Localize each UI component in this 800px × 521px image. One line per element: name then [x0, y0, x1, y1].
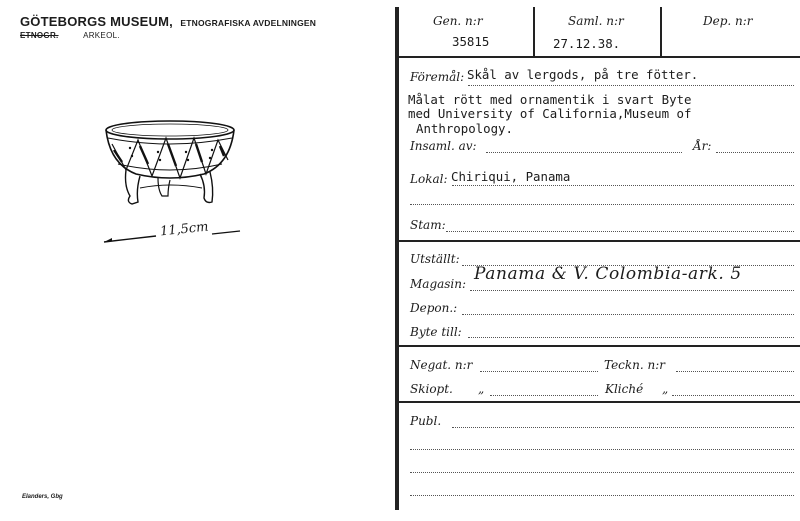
description-line-3: Anthropology. — [416, 121, 513, 136]
ar-label: År: — [693, 139, 712, 153]
column-divider-2 — [660, 7, 662, 57]
insaml-dotline — [486, 152, 682, 153]
teckn-label: Teckn. n:r — [604, 358, 666, 372]
section-rule-1 — [397, 240, 800, 242]
depon-dotline — [462, 314, 794, 315]
byte-till-dotline — [468, 337, 794, 338]
publ-dotline-4 — [410, 495, 794, 496]
negat-dotline — [480, 371, 598, 372]
negat-label: Negat. n:r — [410, 358, 473, 372]
description-line-1: Målat rött med ornamentik i svart Byte — [408, 92, 692, 107]
utstallt-label: Utställt: — [410, 252, 460, 266]
saml-label: Saml. n:r — [568, 14, 624, 28]
skiopt-dotline — [490, 395, 598, 396]
skiopt-label: Skiopt. — [410, 382, 453, 396]
magasin-label: Magasin: — [410, 277, 467, 291]
saml-value: 27.12.38. — [553, 36, 621, 51]
column-divider-1 — [533, 7, 535, 57]
magasin-dotline — [470, 290, 794, 291]
struck-subdepartment: ETNOGR. — [20, 31, 59, 40]
foremal-dotline — [468, 85, 794, 86]
scale-label: 11,5cm — [159, 219, 210, 240]
stam-label: Stam: — [410, 218, 446, 232]
publ-dotline-2 — [410, 449, 794, 450]
museum-header — [20, 13, 316, 31]
kliche-ditto: „ — [662, 382, 669, 396]
foremal-label: Föremål: — [410, 70, 465, 84]
gen-value: 35815 — [452, 34, 490, 49]
bowl-sketch — [96, 116, 246, 216]
lokal-dotline — [452, 185, 794, 186]
teckn-dotline — [676, 371, 794, 372]
magasin-value: Panama & V. Colombia-ark. 5 — [474, 264, 742, 284]
header-rule — [397, 56, 800, 58]
lokal-dotline-2 — [410, 204, 794, 205]
stam-dotline — [446, 231, 794, 232]
sub-department — [20, 31, 120, 40]
section-rule-3 — [397, 401, 800, 403]
museum-name: GÖTEBORGS MUSEUM, — [20, 14, 173, 29]
description-line-2: med University of California,Museum of — [408, 106, 692, 121]
lokal-label: Lokal: — [410, 172, 448, 186]
gen-label: Gen. n:r — [433, 14, 483, 28]
subdepartment-label: ARKEOL. — [83, 31, 120, 40]
publ-dotline — [452, 427, 794, 428]
lokal-value: Chiriqui, Panama — [451, 169, 571, 184]
publ-label: Publ. — [410, 414, 442, 428]
foremal-value: Skål av lergods, på tre fötter. — [467, 67, 699, 82]
printer-mark: Elanders, Gbg — [22, 494, 63, 500]
museum-department: ETNOGRAFISKA AVDELNINGEN — [180, 18, 317, 28]
ar-dotline — [716, 152, 794, 153]
form-left-border — [395, 7, 399, 510]
section-rule-2 — [397, 345, 800, 347]
depon-label: Depon.: — [410, 301, 458, 315]
byte-till-label: Byte till: — [410, 325, 462, 339]
publ-dotline-3 — [410, 472, 794, 473]
kliche-label: Kliché — [605, 382, 644, 396]
kliche-dotline — [672, 395, 794, 396]
dep-label: Dep. n:r — [703, 14, 753, 28]
insaml-label: Insaml. av: — [410, 139, 477, 153]
skiopt-ditto: „ — [478, 382, 485, 396]
